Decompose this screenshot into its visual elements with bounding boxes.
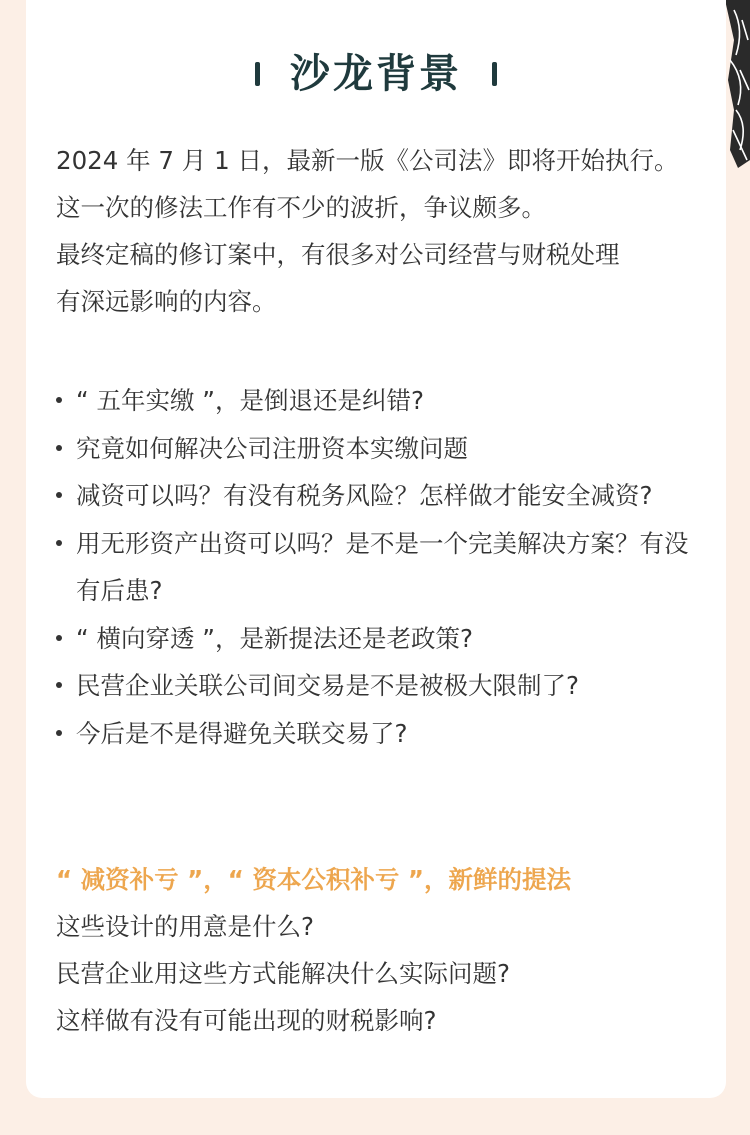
list-item [56,377,706,425]
page-title: 沙龙背景 [290,51,462,97]
list-item-text: 用无形资产出资可以吗？是不是一个完美解决方案？有没有后患? [76,528,689,605]
list-item [56,662,706,710]
title-right-bar [492,62,497,86]
bullet-dot-icon [56,397,62,403]
bullet-dot-icon [56,492,62,498]
intro-line: 最终定稿的修订案中，有很多对公司经营与财税处理 [56,240,620,269]
question-list [56,377,706,757]
title-row [26,46,726,102]
list-item-text: “ 横向穿透 ”，是新提法还是老政策? [76,623,473,653]
list-item-text: 究竟如何解决公司注册资本实缴问题 [76,433,468,463]
content-card [26,0,726,1098]
list-item [56,472,706,520]
list-item [56,710,706,758]
title-left-bar [255,62,260,86]
list-item-text: 今后是不是得避免关联交易了? [76,718,408,748]
list-item-text: “ 五年实缴 ”，是倒退还是纠错? [76,386,424,415]
intro-paragraph [56,137,706,325]
outro-line: 这些设计的用意是什么? [56,912,315,941]
bullet-dot-icon [56,730,62,736]
list-item [56,425,706,473]
bullet-dot-icon [56,635,62,641]
intro-line: 2024 年 7 月 1 日，最新一版《公司法》即将开始执行。 [56,146,679,175]
intro-line: 有深远影响的内容。 [56,287,277,316]
outro-line: 民营企业用这些方式能解决什么实际问题? [56,959,511,988]
bullet-dot-icon [56,682,62,688]
outro-paragraph [56,903,706,1044]
bullet-dot-icon [56,540,62,546]
highlight-heading: “ 减资补亏 ”，“ 资本公积补亏 ”，新鲜的提法 [56,865,572,894]
outro-line: 这样做有没有可能出现的财税影响? [56,1006,437,1035]
bullet-dot-icon [56,445,62,451]
list-item [56,520,706,615]
list-item [56,615,706,663]
intro-line: 这一次的修法工作有不少的波折，争议颇多。 [56,193,546,222]
list-item-text: 民营企业关联公司间交易是不是被极大限制了? [76,671,580,700]
list-item-text: 减资可以吗？有没有税务风险？怎样做才能安全减资? [76,481,653,510]
